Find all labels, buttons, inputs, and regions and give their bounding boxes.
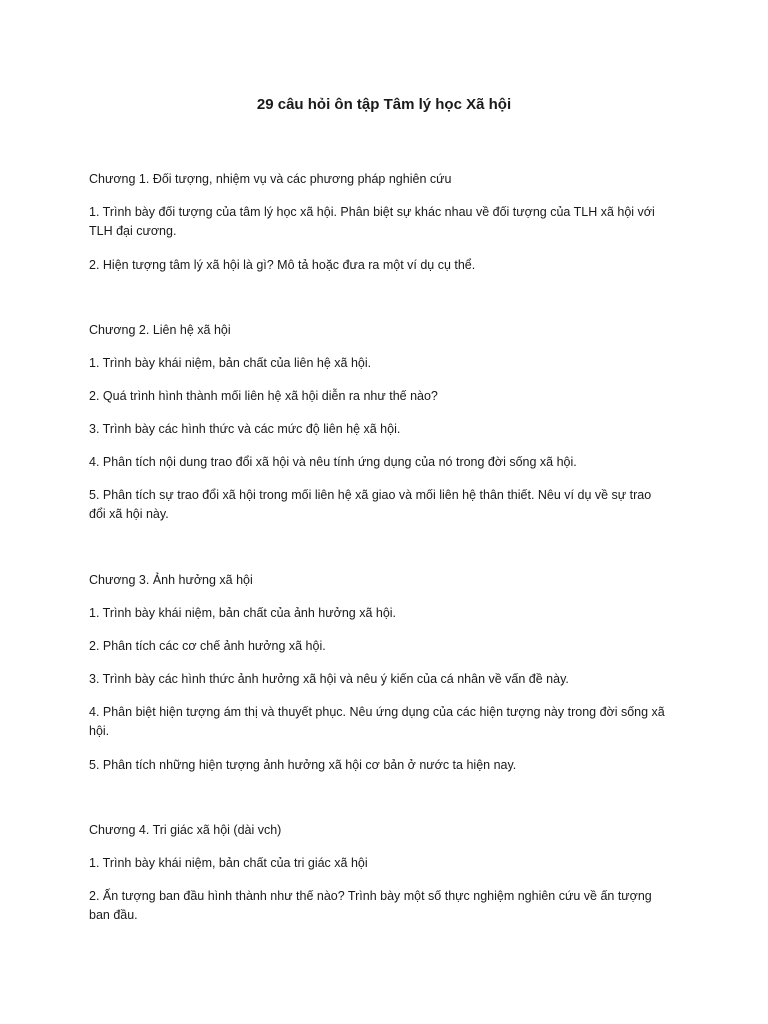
document-title: 29 câu hỏi ôn tập Tâm lý học Xã hội [256, 96, 512, 113]
chapter-2-question-2: 2. Quá trình hình thành mối liên hệ xã hội diễn ra như thế nào? [89, 389, 438, 403]
chapter-1-heading: Chương 1. Đối tượng, nhiệm vụ và các phương pháp nghiên cứu [89, 172, 452, 186]
chapter-2-question-5: 5. Phân tích sự trao đổi xã hội trong mối liên hệ xã giao và mối liên hệ thân thiết. Nêu ví dụ về sự trao đổi xã hội này. [89, 488, 652, 521]
chapter-3-question-5: 5. Phân tích những hiện tượng ảnh hưởng xã hội cơ bản ở nước ta hiện nay. [89, 758, 517, 772]
chapter-2-question-3: 3. Trình bày các hình thức và các mức độ liên hệ xã hội. [89, 422, 401, 436]
chapter-4-question-1: 1. Trình bày khái niệm, bản chất của tri giác xã hội [89, 856, 368, 870]
chapter-3-question-3: 3. Trình bày các hình thức ảnh hưởng xã hội và nêu ý kiến của cá nhân về vấn đề này. [89, 672, 569, 686]
chapter-3-question-4: 4. Phân biệt hiện tượng ám thị và thuyết phục. Nêu ứng dụng của các hiện tượng này trong đời sống xã hội. [89, 705, 665, 738]
chapter-3-question-2: 2. Phân tích các cơ chế ảnh hưởng xã hội. [89, 639, 326, 653]
chapter-4-heading: Chương 4. Tri giác xã hội (dài vch) [89, 823, 282, 837]
chapter-1-question-2: 2. Hiện tượng tâm lý xã hội là gì? Mô tả hoặc đưa ra một ví dụ cụ thể. [89, 258, 476, 272]
chapter-2-heading: Chương 2. Liên hệ xã hội [89, 323, 231, 337]
chapter-3-heading: Chương 3. Ảnh hưởng xã hội [89, 573, 253, 587]
chapter-3-question-1: 1. Trình bày khái niệm, bản chất của ảnh hưởng xã hội. [89, 606, 397, 620]
chapter-2-question-1: 1. Trình bày khái niệm, bản chất của liên hệ xã hội. [89, 356, 372, 370]
chapter-1-question-1: 1. Trình bày đối tượng của tâm lý học xã hội. Phân biệt sự khác nhau về đối tượng của TLH xã hội với TLH đại cương. [89, 205, 655, 238]
chapter-2-question-4: 4. Phân tích nội dung trao đổi xã hội và nêu tính ứng dụng của nó trong đời sống xã hội. [89, 455, 577, 469]
chapter-4-question-2: 2. Ấn tượng ban đầu hình thành như thế nào? Trình bày một số thực nghiệm nghiên cứu về ấn tượng ban đầu. [89, 889, 652, 922]
